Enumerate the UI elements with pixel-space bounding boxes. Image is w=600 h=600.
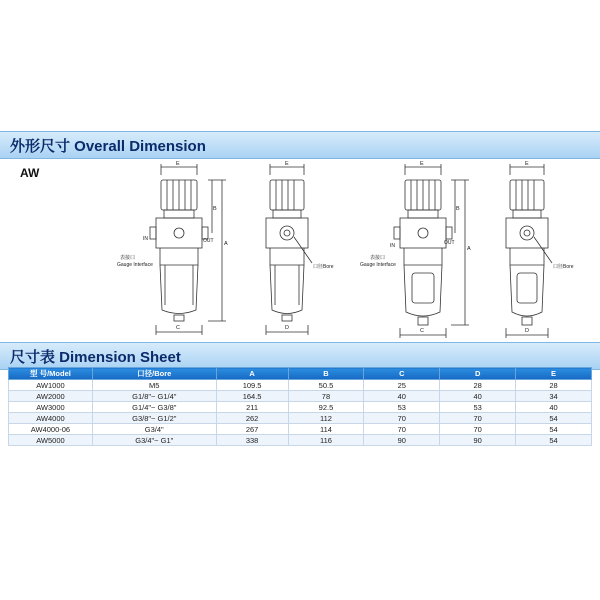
cell-bore: G1/8"~ G1/4" bbox=[92, 391, 216, 402]
dim-letter-c-3: C bbox=[420, 328, 424, 334]
table-row bbox=[9, 435, 592, 446]
cell-b: 112 bbox=[288, 413, 364, 424]
cell-c: 53 bbox=[364, 402, 440, 413]
header-model: 型 号/Model bbox=[9, 368, 93, 380]
cell-b: 92.5 bbox=[288, 402, 364, 413]
dimension-table bbox=[8, 367, 592, 446]
cell-b: 78 bbox=[288, 391, 364, 402]
dim-letter-e-2: E bbox=[285, 161, 289, 167]
dimension-sheet-banner bbox=[0, 342, 600, 370]
cell-e: 28 bbox=[516, 380, 592, 391]
dim-letter-b-3: B bbox=[456, 206, 460, 212]
bore-label-2: 口径Bore bbox=[553, 264, 574, 270]
dim-letter-e-1: E bbox=[176, 161, 180, 167]
drawing-4-side bbox=[506, 164, 552, 338]
drawing-3-front bbox=[394, 164, 469, 338]
header-a: A bbox=[216, 368, 288, 380]
dim-letter-a-3: A bbox=[467, 246, 471, 252]
dim-letter-c-1: C bbox=[176, 325, 180, 331]
header-e: E bbox=[516, 368, 592, 380]
port-in-label-1: IN bbox=[143, 236, 148, 242]
dim-letter-e-4: E bbox=[525, 161, 529, 167]
drawing-2-side bbox=[266, 164, 312, 335]
cell-model: AW4000-06 bbox=[9, 424, 93, 435]
header-c: C bbox=[364, 368, 440, 380]
cell-model: AW1000 bbox=[9, 380, 93, 391]
gauge-label-cn-1: 表接口 bbox=[120, 255, 136, 261]
cell-d: 90 bbox=[440, 435, 516, 446]
cell-e: 34 bbox=[516, 391, 592, 402]
cell-e: 54 bbox=[516, 435, 592, 446]
cell-b: 114 bbox=[288, 424, 364, 435]
cell-bore: G1/4"~ G3/8" bbox=[92, 402, 216, 413]
cell-c: 25 bbox=[364, 380, 440, 391]
drawing-1-front bbox=[150, 164, 226, 335]
cell-a: 262 bbox=[216, 413, 288, 424]
cell-model: AW5000 bbox=[9, 435, 93, 446]
cell-c: 90 bbox=[364, 435, 440, 446]
table-row bbox=[9, 380, 592, 391]
bore-label-1: 口径Bore bbox=[313, 264, 334, 270]
cell-a: 338 bbox=[216, 435, 288, 446]
overall-dimension-title: 外形尺寸 Overall Dimension bbox=[10, 138, 206, 155]
cell-d: 40 bbox=[440, 391, 516, 402]
cell-model: AW2000 bbox=[9, 391, 93, 402]
gauge-label-en-1: Gauge Interface bbox=[117, 262, 153, 268]
cell-a: 267 bbox=[216, 424, 288, 435]
cell-d: 28 bbox=[440, 380, 516, 391]
cell-bore: M5 bbox=[92, 380, 216, 391]
gauge-label-en-2: Gauge Interface bbox=[360, 262, 396, 268]
cell-a: 164.5 bbox=[216, 391, 288, 402]
cell-d: 70 bbox=[440, 424, 516, 435]
table-row bbox=[9, 424, 592, 435]
cell-a: 211 bbox=[216, 402, 288, 413]
cell-bore: G3/8"~ G1/2" bbox=[92, 413, 216, 424]
dimension-drawings bbox=[0, 155, 600, 345]
port-in-label-2: IN bbox=[390, 243, 395, 249]
dim-letter-d-4: D bbox=[525, 328, 529, 334]
cell-d: 70 bbox=[440, 413, 516, 424]
cell-bore: G3/4"~ G1" bbox=[92, 435, 216, 446]
dim-letter-d-2: D bbox=[285, 325, 289, 331]
cell-d: 53 bbox=[440, 402, 516, 413]
model-label: AW bbox=[20, 166, 40, 180]
cell-c: 70 bbox=[364, 413, 440, 424]
header-d: D bbox=[440, 368, 516, 380]
cell-e: 54 bbox=[516, 424, 592, 435]
header-b: B bbox=[288, 368, 364, 380]
table-row bbox=[9, 402, 592, 413]
header-bore: 口径/Bore bbox=[92, 368, 216, 380]
cell-model: AW4000 bbox=[9, 413, 93, 424]
cell-e: 40 bbox=[516, 402, 592, 413]
dim-letter-b-1: B bbox=[213, 206, 217, 212]
dimension-sheet-title: 尺寸表 Dimension Sheet bbox=[10, 349, 181, 366]
gauge-label-cn-2: 表接口 bbox=[370, 255, 386, 261]
cell-bore: G3/4" bbox=[92, 424, 216, 435]
cell-model: AW3000 bbox=[9, 402, 93, 413]
cell-c: 40 bbox=[364, 391, 440, 402]
cell-a: 109.5 bbox=[216, 380, 288, 391]
port-out-label-1: OUT bbox=[203, 238, 214, 244]
table-header-row bbox=[9, 368, 592, 380]
cell-e: 54 bbox=[516, 413, 592, 424]
cell-b: 50.5 bbox=[288, 380, 364, 391]
table-row bbox=[9, 391, 592, 402]
table-row bbox=[9, 413, 592, 424]
dim-letter-a-1: A bbox=[224, 241, 228, 247]
port-out-label-2: OUT bbox=[444, 240, 455, 246]
cell-c: 70 bbox=[364, 424, 440, 435]
dim-letter-e-3: E bbox=[420, 161, 424, 167]
cell-b: 116 bbox=[288, 435, 364, 446]
